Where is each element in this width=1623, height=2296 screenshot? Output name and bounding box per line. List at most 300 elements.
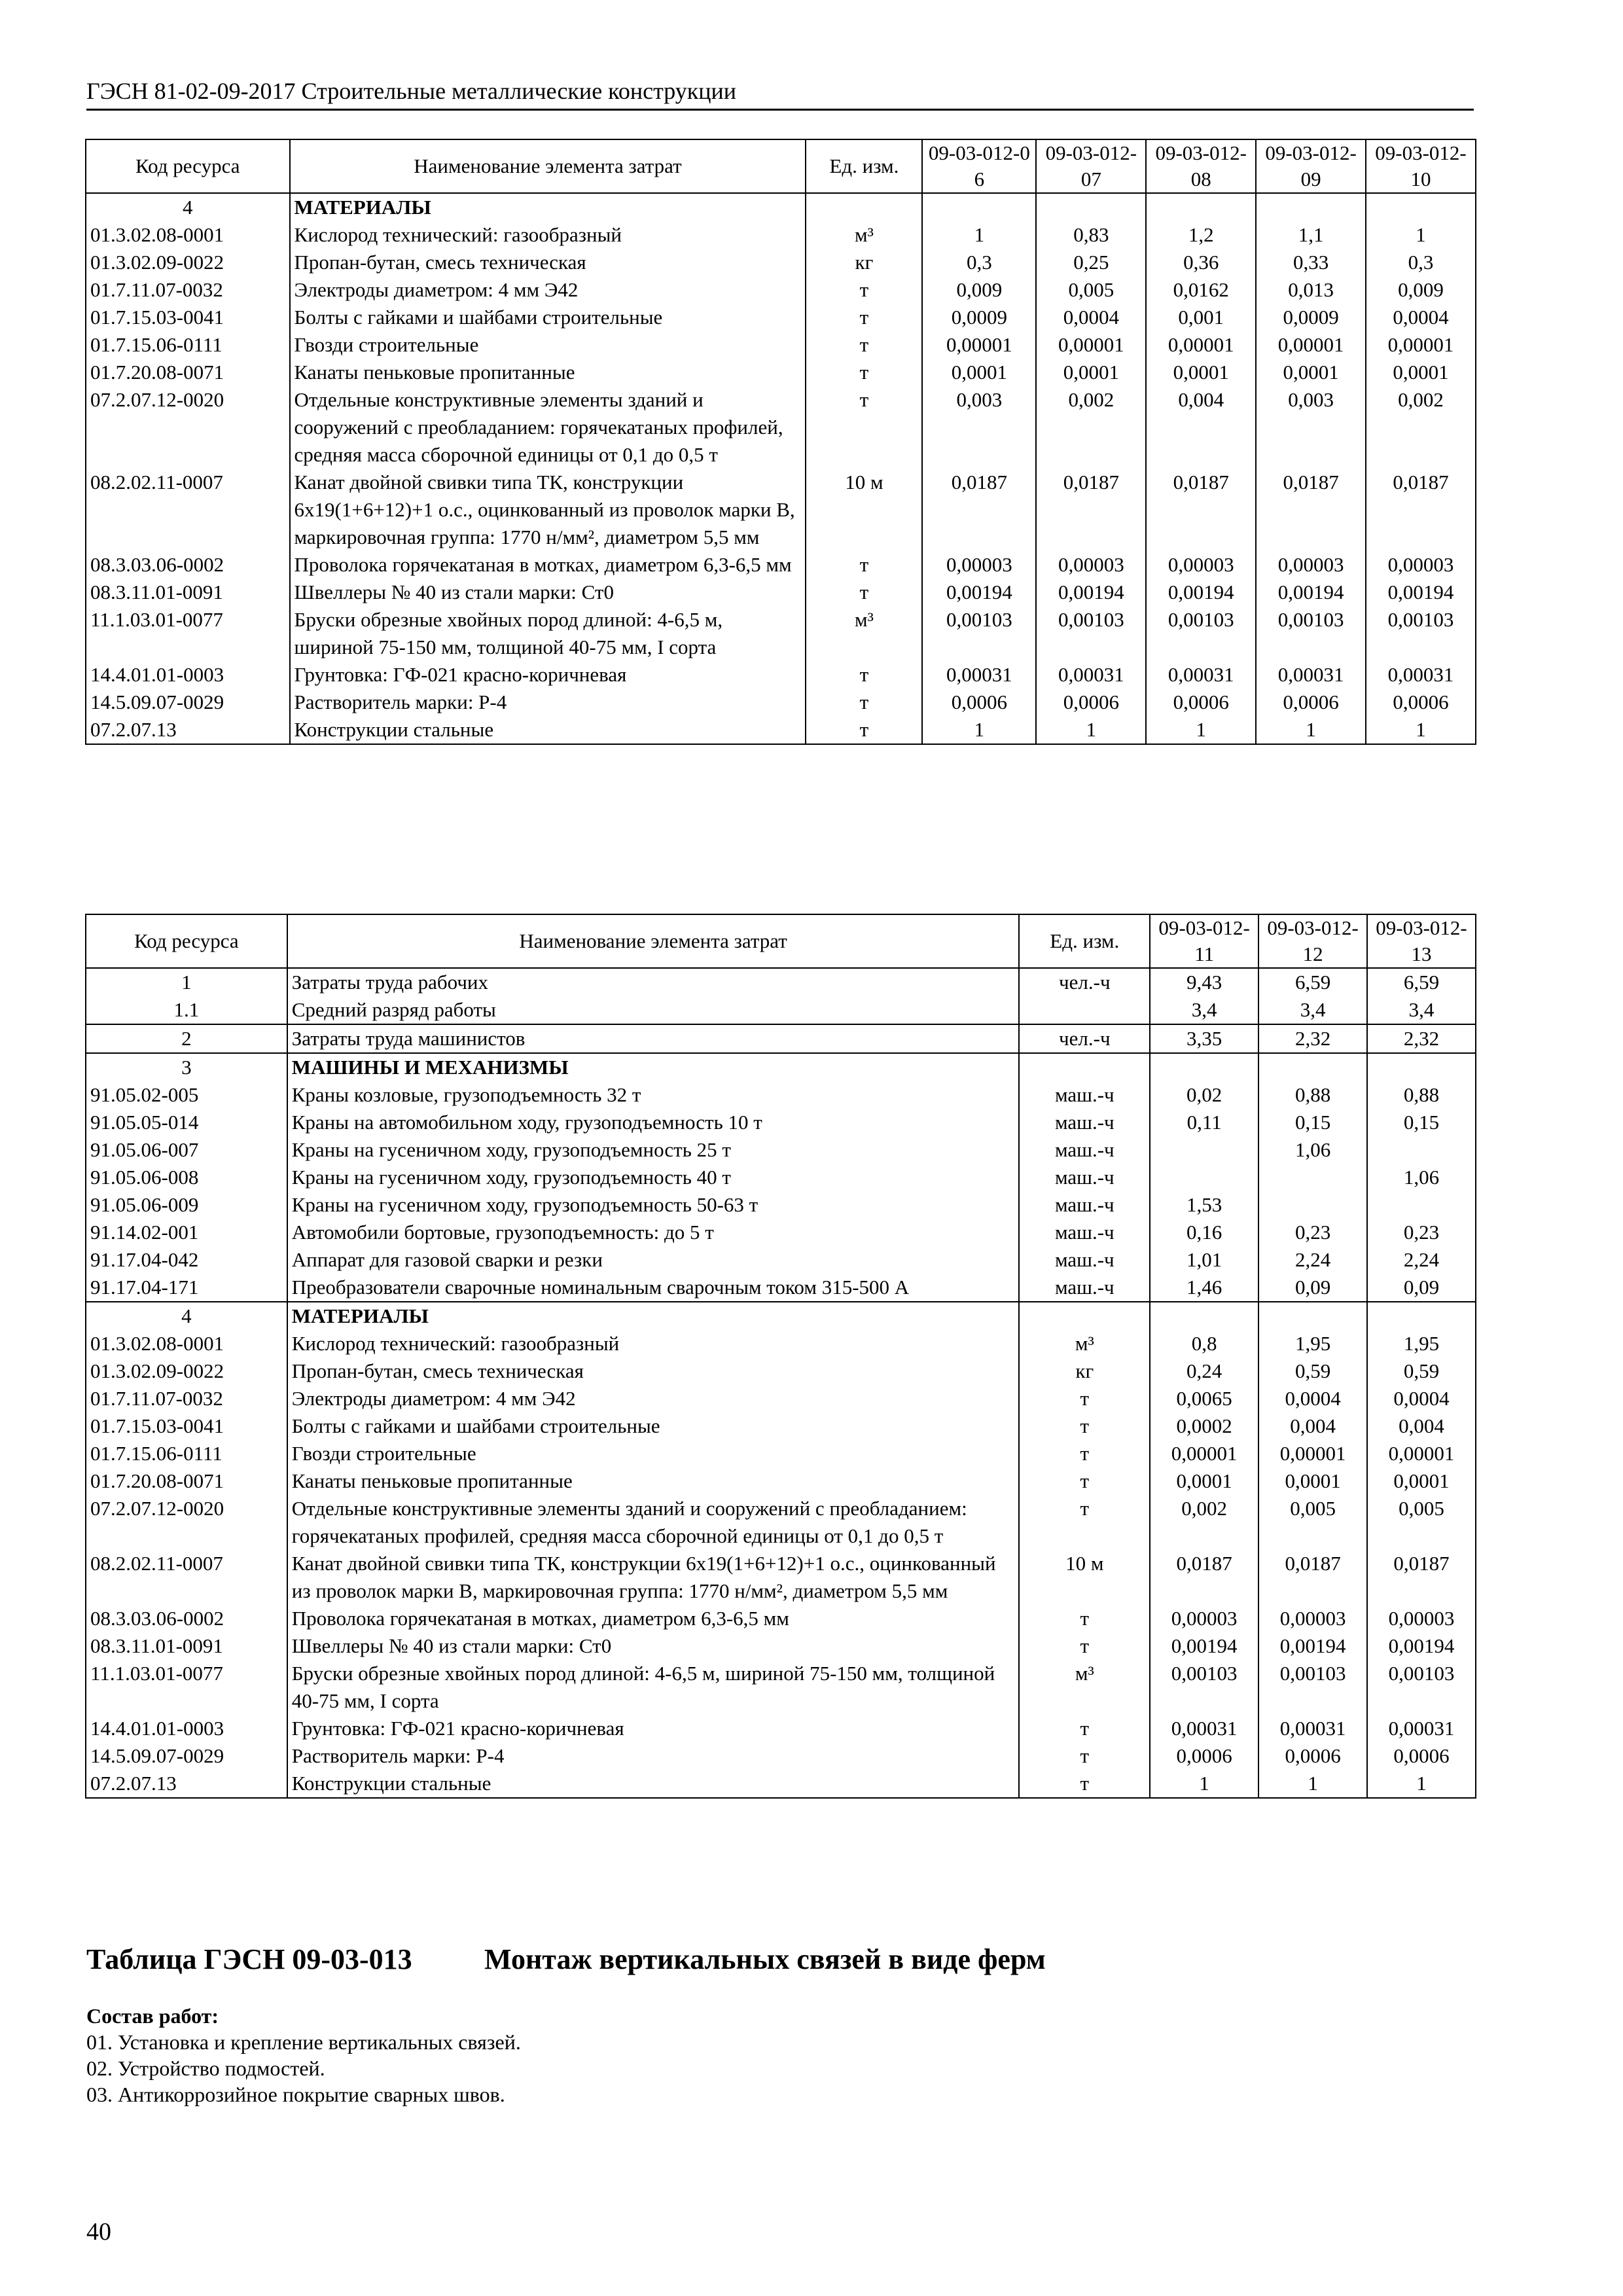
resource-code: 91.14.02-001 — [86, 1219, 287, 1246]
norm-value: 0,23 — [1258, 1219, 1367, 1246]
unit: м³ — [1019, 1330, 1150, 1357]
norm-value: 0,0004 — [1366, 304, 1476, 331]
resource-code: 08.3.11.01-0091 — [86, 1632, 287, 1660]
norm-value: 0,0065 — [1150, 1385, 1258, 1412]
norm-value: 1,1 — [1256, 221, 1366, 249]
resource-name: Растворитель марки: Р-4 — [290, 689, 806, 716]
resource-row — [86, 276, 1476, 304]
norm-value: 0,0001 — [1367, 1467, 1476, 1495]
resource-row — [86, 304, 1476, 331]
norm-value — [1150, 1302, 1258, 1330]
norm-value — [1367, 1136, 1476, 1164]
norm-value: 1 — [1367, 1770, 1476, 1798]
norm-value: 0,33 — [1256, 249, 1366, 276]
resource-name: Краны на автомобильном ходу, грузоподъемность 10 т — [287, 1109, 1020, 1136]
norm-value: 0,0009 — [1256, 304, 1366, 331]
resource-name: Электроды диаметром: 4 мм Э42 — [287, 1385, 1020, 1412]
norm-value: 0,0006 — [1367, 1742, 1476, 1770]
resource-name: Краны на гусеничном ходу, грузоподъемность 25 т — [287, 1136, 1020, 1164]
norm-value: 0,00194 — [1366, 579, 1476, 606]
unit: т — [1019, 1632, 1150, 1660]
unit: маш.-ч — [1019, 1246, 1150, 1274]
norm-value — [1258, 1053, 1367, 1081]
resource-name: Растворитель марки: Р-4 — [287, 1742, 1020, 1770]
resource-row — [86, 579, 1476, 606]
norm-value: 1 — [1256, 716, 1366, 744]
norm-value: 1,2 — [1146, 221, 1256, 249]
norm-code-header: 09-03-012-08 — [1146, 139, 1256, 193]
norm-code-header: 09-03-012-11 — [1150, 914, 1258, 968]
resource-name: Болты с гайками и шайбами строительные — [287, 1412, 1020, 1440]
norm-value: 0,00103 — [1367, 1660, 1476, 1715]
resource-name: Гвозди строительные — [290, 331, 806, 359]
norm-value: 0,0001 — [1036, 359, 1146, 386]
unit: 10 м — [1019, 1550, 1150, 1605]
resource-name: Канат двойной свивки типа ТК, конструкции 6х19(1+6+12)+1 о.с., оцинкованный из проволок марки В, маркировочная группа: 1770 н/мм², диаметром 5,5 мм — [287, 1550, 1020, 1605]
resource-name: Отдельные конструктивные элементы зданий и сооружений с преобладанием: горячекатаных профилей, средняя масса сборочной единицы от 0,1 до 0,5 т — [290, 386, 806, 469]
norm-value: 0,00003 — [922, 551, 1036, 579]
section-row — [86, 1302, 1476, 1330]
resource-name: Пропан-бутан, смесь техническая — [287, 1357, 1020, 1385]
resource-name: Затраты труда машинистов — [287, 1024, 1020, 1053]
resource-name: Кислород технический: газообразный — [290, 221, 806, 249]
resource-code: 01.7.15.06-0111 — [86, 331, 290, 359]
unit: чел.-ч — [1019, 968, 1150, 996]
resource-name: Проволока горячекатаная в мотках, диаметром 6,3-6,5 мм — [290, 551, 806, 579]
norm-value: 1 — [1366, 716, 1476, 744]
norm-value: 0,02 — [1150, 1081, 1258, 1109]
resource-name: Швеллеры № 40 из стали марки: Ст0 — [287, 1632, 1020, 1660]
norm-value: 6,59 — [1258, 968, 1367, 996]
resource-row — [86, 1495, 1476, 1550]
norm-value: 2,24 — [1367, 1246, 1476, 1274]
norm-value: 0,00103 — [1150, 1660, 1258, 1715]
norm-value: 0,013 — [1256, 276, 1366, 304]
resource-row — [86, 1385, 1476, 1412]
norm-value: 2,32 — [1258, 1024, 1367, 1053]
norm-value: 0,00194 — [1150, 1632, 1258, 1660]
resource-row — [86, 1715, 1476, 1742]
resource-row — [86, 1550, 1476, 1605]
resource-code: 08.3.03.06-0002 — [86, 1605, 287, 1632]
norm-value: 0,002 — [1150, 1495, 1258, 1550]
resource-code: 3 — [86, 1053, 287, 1081]
resource-code: 01.7.11.07-0032 — [86, 276, 290, 304]
resource-name: Швеллеры № 40 из стали марки: Ст0 — [290, 579, 806, 606]
resource-name: Краны на гусеничном ходу, грузоподъемность 50-63 т — [287, 1191, 1020, 1219]
resource-name: Конструкции стальные — [290, 716, 806, 744]
norm-value: 0,25 — [1036, 249, 1146, 276]
norm-value: 1,95 — [1258, 1330, 1367, 1357]
norm-value: 1,06 — [1258, 1136, 1367, 1164]
norm-value: 0,0187 — [922, 469, 1036, 551]
resource-row — [86, 1330, 1476, 1357]
resource-name: Бруски обрезные хвойных пород длиной: 4-6,5 м, шириной 75-150 мм, толщиной 40-75 мм, I сорта — [290, 606, 806, 661]
works-composition — [86, 2003, 521, 2108]
norm-value: 0,00031 — [1366, 661, 1476, 689]
resource-code: 14.5.09.07-0029 — [86, 689, 290, 716]
norm-value: 0,00031 — [1146, 661, 1256, 689]
norm-value: 0,0001 — [922, 359, 1036, 386]
norm-value: 0,88 — [1258, 1081, 1367, 1109]
norm-value: 0,00194 — [1146, 579, 1256, 606]
norm-value: 0,005 — [1258, 1495, 1367, 1550]
norm-value: 2,24 — [1258, 1246, 1367, 1274]
resource-row — [86, 331, 1476, 359]
resource-name: Электроды диаметром: 4 мм Э42 — [290, 276, 806, 304]
norm-value: 0,00031 — [1036, 661, 1146, 689]
norm-value: 3,4 — [1150, 996, 1258, 1024]
norm-value: 0,09 — [1367, 1274, 1476, 1302]
resource-row — [86, 1605, 1476, 1632]
norm-value: 0,00031 — [922, 661, 1036, 689]
unit: т — [1019, 1385, 1150, 1412]
unit: маш.-ч — [1019, 1136, 1150, 1164]
column-header: Наименование элемента затрат — [290, 139, 806, 193]
work-item: 03. Антикоррозийное покрытие сварных швов. — [86, 2083, 505, 2106]
norm-value: 0,00103 — [1256, 606, 1366, 661]
resource-code: 91.05.02-005 — [86, 1081, 287, 1109]
norm-value: 1,53 — [1150, 1191, 1258, 1219]
norm-value: 0,11 — [1150, 1109, 1258, 1136]
unit: м³ — [1019, 1660, 1150, 1715]
norm-value: 1,01 — [1150, 1246, 1258, 1274]
table-number: Таблица ГЭСН 09-03-013 — [86, 1943, 412, 1975]
resource-row — [86, 1274, 1476, 1302]
norm-value: 0,0187 — [1036, 469, 1146, 551]
resource-name: Аппарат для газовой сварки и резки — [287, 1246, 1020, 1274]
resource-name: Кислород технический: газообразный — [287, 1330, 1020, 1357]
unit: т — [806, 359, 922, 386]
norm-value — [1150, 1164, 1258, 1191]
resource-code: 14.5.09.07-0029 — [86, 1742, 287, 1770]
resource-code: 08.2.02.11-0007 — [86, 469, 290, 551]
norm-value: 1 — [922, 221, 1036, 249]
norm-value — [1256, 193, 1366, 221]
resource-code: 01.7.15.03-0041 — [86, 1412, 287, 1440]
norm-value: 0,59 — [1258, 1357, 1367, 1385]
norm-value: 0,00003 — [1036, 551, 1146, 579]
resource-row — [86, 1164, 1476, 1191]
norm-value: 0,8 — [1150, 1330, 1258, 1357]
resource-code: 08.3.03.06-0002 — [86, 551, 290, 579]
norm-value: 9,43 — [1150, 968, 1258, 996]
table-title — [86, 1943, 1046, 1976]
resource-name: Автомобили бортовые, грузоподъемность: до 5 т — [287, 1219, 1020, 1246]
norm-value — [1150, 1136, 1258, 1164]
section-row — [86, 1024, 1476, 1053]
norm-value: 0,00194 — [922, 579, 1036, 606]
resource-name: Бруски обрезные хвойных пород длиной: 4-6,5 м, шириной 75-150 мм, толщиной 40-75 мм, I сорта — [287, 1660, 1020, 1715]
resource-row — [86, 1219, 1476, 1246]
norm-value — [1367, 1053, 1476, 1081]
norm-value: 0,00103 — [1366, 606, 1476, 661]
resource-row — [86, 1660, 1476, 1715]
norm-value: 0,00031 — [1258, 1715, 1367, 1742]
resource-code: 91.17.04-042 — [86, 1246, 287, 1274]
section-row — [86, 1053, 1476, 1081]
norm-value: 0,3 — [922, 249, 1036, 276]
unit: т — [1019, 1770, 1150, 1798]
unit: т — [1019, 1495, 1150, 1550]
unit: т — [806, 716, 922, 744]
norm-value: 0,00103 — [1146, 606, 1256, 661]
norm-value: 0,00001 — [922, 331, 1036, 359]
norm-value: 0,0002 — [1150, 1412, 1258, 1440]
norm-value: 0,59 — [1367, 1357, 1476, 1385]
resource-code: 07.2.07.12-0020 — [86, 386, 290, 469]
resource-code: 91.17.04-171 — [86, 1274, 287, 1302]
resource-row — [86, 1632, 1476, 1660]
norm-value: 0,00103 — [922, 606, 1036, 661]
norm-value: 0,00001 — [1367, 1440, 1476, 1467]
norm-value: 0,00001 — [1256, 331, 1366, 359]
resource-code: 11.1.03.01-0077 — [86, 1660, 287, 1715]
resource-row — [86, 661, 1476, 689]
resource-name: Краны на гусеничном ходу, грузоподъемность 40 т — [287, 1164, 1020, 1191]
norm-value: 0,009 — [1366, 276, 1476, 304]
unit: т — [806, 331, 922, 359]
unit: м³ — [806, 606, 922, 661]
norm-value: 0,23 — [1367, 1219, 1476, 1246]
norm-value: 0,00001 — [1366, 331, 1476, 359]
resource-table-2 — [85, 914, 1476, 1799]
resource-name: Проволока горячекатаная в мотках, диаметром 6,3-6,5 мм — [287, 1605, 1020, 1632]
unit — [1019, 1302, 1150, 1330]
unit: маш.-ч — [1019, 1191, 1150, 1219]
resource-code: 01.3.02.09-0022 — [86, 249, 290, 276]
resource-row — [86, 221, 1476, 249]
resource-name: Отдельные конструктивные элементы зданий и сооружений с преобладанием: горячекатаных профилей, средняя масса сборочной единицы от 0,1 до 0,5 т — [287, 1495, 1020, 1550]
unit: маш.-ч — [1019, 1081, 1150, 1109]
norm-value: 0,00031 — [1367, 1715, 1476, 1742]
works-title: Состав работ: — [86, 2004, 219, 2028]
norm-value: 3,35 — [1150, 1024, 1258, 1053]
norm-value: 1 — [1036, 716, 1146, 744]
unit: т — [806, 579, 922, 606]
norm-value: 0,00194 — [1258, 1632, 1367, 1660]
resource-code: 91.05.06-008 — [86, 1164, 287, 1191]
norm-value: 0,004 — [1146, 386, 1256, 469]
norm-value: 0,3 — [1366, 249, 1476, 276]
norm-value: 0,002 — [1036, 386, 1146, 469]
resource-code: 01.3.02.08-0001 — [86, 1330, 287, 1357]
unit: т — [1019, 1467, 1150, 1495]
norm-value: 0,00194 — [1256, 579, 1366, 606]
resource-row — [86, 716, 1476, 744]
column-header: Код ресурса — [86, 914, 287, 968]
resource-code: 01.7.15.03-0041 — [86, 304, 290, 331]
resource-code: 14.4.01.01-0003 — [86, 661, 290, 689]
unit: 10 м — [806, 469, 922, 551]
unit: т — [806, 661, 922, 689]
resource-row — [86, 1440, 1476, 1467]
resource-row — [86, 1191, 1476, 1219]
resource-code: 1 — [86, 968, 287, 996]
norm-value: 2,32 — [1367, 1024, 1476, 1053]
norm-value — [1258, 1191, 1367, 1219]
resource-code: 07.2.07.12-0020 — [86, 1495, 287, 1550]
resource-name: МАШИНЫ И МЕХАНИЗМЫ — [287, 1053, 1020, 1081]
resource-code: 01.7.11.07-0032 — [86, 1385, 287, 1412]
norm-value: 0,24 — [1150, 1357, 1258, 1385]
norm-value: 0,0006 — [1150, 1742, 1258, 1770]
norm-value: 0,00194 — [1036, 579, 1146, 606]
norm-code-header: 09-03-012-06 — [922, 139, 1036, 193]
norm-value: 0,0006 — [1256, 689, 1366, 716]
resource-code: 91.05.05-014 — [86, 1109, 287, 1136]
norm-value: 0,16 — [1150, 1219, 1258, 1246]
norm-value: 0,36 — [1146, 249, 1256, 276]
resource-name: Средний разряд работы — [287, 996, 1020, 1024]
norm-value — [1367, 1191, 1476, 1219]
unit: чел.-ч — [1019, 1024, 1150, 1053]
norm-value: 0,15 — [1367, 1109, 1476, 1136]
resource-name: Грунтовка: ГФ-021 красно-коричневая — [287, 1715, 1020, 1742]
unit: т — [806, 276, 922, 304]
unit: м³ — [806, 221, 922, 249]
norm-value: 0,0001 — [1150, 1467, 1258, 1495]
resource-row — [86, 1742, 1476, 1770]
norm-value: 0,002 — [1366, 386, 1476, 469]
norm-value: 0,0187 — [1367, 1550, 1476, 1605]
resource-name: Преобразователи сварочные номинальным сварочным током 315-500 А — [287, 1274, 1020, 1302]
resource-code: 07.2.07.13 — [86, 1770, 287, 1798]
resource-row — [86, 249, 1476, 276]
norm-value: 0,0187 — [1146, 469, 1256, 551]
norm-value: 0,83 — [1036, 221, 1146, 249]
norm-value: 0,0006 — [1146, 689, 1256, 716]
norm-code-header: 09-03-012-07 — [1036, 139, 1146, 193]
unit: кг — [806, 249, 922, 276]
resource-code: 08.3.11.01-0091 — [86, 579, 290, 606]
norm-value: 0,00103 — [1258, 1660, 1367, 1715]
resource-name: Конструкции стальные — [287, 1770, 1020, 1798]
resource-row — [86, 469, 1476, 551]
norm-value — [922, 193, 1036, 221]
norm-value: 0,00103 — [1036, 606, 1146, 661]
unit: т — [1019, 1412, 1150, 1440]
column-header: Ед. изм. — [1019, 914, 1150, 968]
norm-value: 0,00031 — [1150, 1715, 1258, 1742]
norm-value: 0,003 — [1256, 386, 1366, 469]
unit: т — [1019, 1440, 1150, 1467]
resource-code: 1.1 — [86, 996, 287, 1024]
norm-value: 0,005 — [1367, 1495, 1476, 1550]
norm-value: 1,95 — [1367, 1330, 1476, 1357]
norm-value: 0,0004 — [1367, 1385, 1476, 1412]
resource-row — [86, 689, 1476, 716]
norm-value: 1 — [1146, 716, 1256, 744]
norm-value — [1146, 193, 1256, 221]
resource-name: Болты с гайками и шайбами строительные — [290, 304, 806, 331]
norm-value: 0,00003 — [1256, 551, 1366, 579]
norm-value: 0,00003 — [1150, 1605, 1258, 1632]
table-name: Монтаж вертикальных связей в виде ферм — [484, 1943, 1046, 1975]
resource-name: Затраты труда рабочих — [287, 968, 1020, 996]
norm-value — [1366, 193, 1476, 221]
norm-code-header: 09-03-012-13 — [1367, 914, 1476, 968]
norm-code-header: 09-03-012-09 — [1256, 139, 1366, 193]
norm-value: 3,4 — [1258, 996, 1367, 1024]
norm-value: 0,88 — [1367, 1081, 1476, 1109]
resource-row — [86, 1467, 1476, 1495]
resource-code: 07.2.07.13 — [86, 716, 290, 744]
norm-value: 1,06 — [1367, 1164, 1476, 1191]
norm-value: 0,00001 — [1150, 1440, 1258, 1467]
resource-code: 14.4.01.01-0003 — [86, 1715, 287, 1742]
section-row — [86, 193, 1476, 221]
resource-code: 01.3.02.09-0022 — [86, 1357, 287, 1385]
resource-name: Краны козловые, грузоподъемность 32 т — [287, 1081, 1020, 1109]
unit: т — [806, 689, 922, 716]
norm-value: 0,0006 — [1366, 689, 1476, 716]
norm-value: 0,009 — [922, 276, 1036, 304]
resource-row — [86, 606, 1476, 661]
norm-value: 0,003 — [922, 386, 1036, 469]
resource-name: Пропан-бутан, смесь техническая — [290, 249, 806, 276]
resource-row — [86, 1109, 1476, 1136]
resource-code: 08.2.02.11-0007 — [86, 1550, 287, 1605]
norm-value: 0,00001 — [1036, 331, 1146, 359]
norm-value: 6,59 — [1367, 968, 1476, 996]
table-header-row — [86, 139, 1476, 193]
running-header: ГЭСН 81-02-09-2017 Строительные металлические конструкции — [86, 77, 1474, 111]
resource-name: Грунтовка: ГФ-021 красно-коричневая — [290, 661, 806, 689]
resource-code: 91.05.06-009 — [86, 1191, 287, 1219]
resource-code: 01.7.15.06-0111 — [86, 1440, 287, 1467]
work-item: 01. Установка и крепление вертикальных связей. — [86, 2030, 521, 2054]
norm-value: 0,09 — [1258, 1274, 1367, 1302]
norm-value: 0,0001 — [1146, 359, 1256, 386]
resource-code: 11.1.03.01-0077 — [86, 606, 290, 661]
resource-row — [86, 1770, 1476, 1798]
norm-value — [1367, 1302, 1476, 1330]
norm-value: 0,0162 — [1146, 276, 1256, 304]
section-row — [86, 968, 1476, 996]
resource-code: 01.3.02.08-0001 — [86, 221, 290, 249]
resource-row — [86, 996, 1476, 1024]
resource-name: МАТЕРИАЛЫ — [290, 193, 806, 221]
norm-value: 0,0006 — [1258, 1742, 1367, 1770]
resource-code: 4 — [86, 1302, 287, 1330]
resource-name: Канаты пеньковые пропитанные — [287, 1467, 1020, 1495]
norm-value: 0,001 — [1146, 304, 1256, 331]
norm-value: 1 — [1366, 221, 1476, 249]
norm-value: 0,0187 — [1258, 1550, 1367, 1605]
resource-row — [86, 359, 1476, 386]
norm-value: 0,00003 — [1258, 1605, 1367, 1632]
norm-value: 0,0187 — [1150, 1550, 1258, 1605]
resource-table-1 — [85, 139, 1476, 745]
norm-value: 0,15 — [1258, 1109, 1367, 1136]
norm-value: 0,0004 — [1036, 304, 1146, 331]
resource-name: Канаты пеньковые пропитанные — [290, 359, 806, 386]
unit: маш.-ч — [1019, 1109, 1150, 1136]
norm-value — [1150, 1053, 1258, 1081]
norm-value: 0,00003 — [1367, 1605, 1476, 1632]
norm-value: 0,00003 — [1146, 551, 1256, 579]
unit — [1019, 996, 1150, 1024]
norm-value: 0,0006 — [1036, 689, 1146, 716]
unit: т — [1019, 1715, 1150, 1742]
norm-value: 1 — [1150, 1770, 1258, 1798]
norm-value: 0,0187 — [1366, 469, 1476, 551]
unit: маш.-ч — [1019, 1274, 1150, 1302]
norm-value: 0,0004 — [1258, 1385, 1367, 1412]
resource-code: 01.7.20.08-0071 — [86, 359, 290, 386]
resource-code: 01.7.20.08-0071 — [86, 1467, 287, 1495]
